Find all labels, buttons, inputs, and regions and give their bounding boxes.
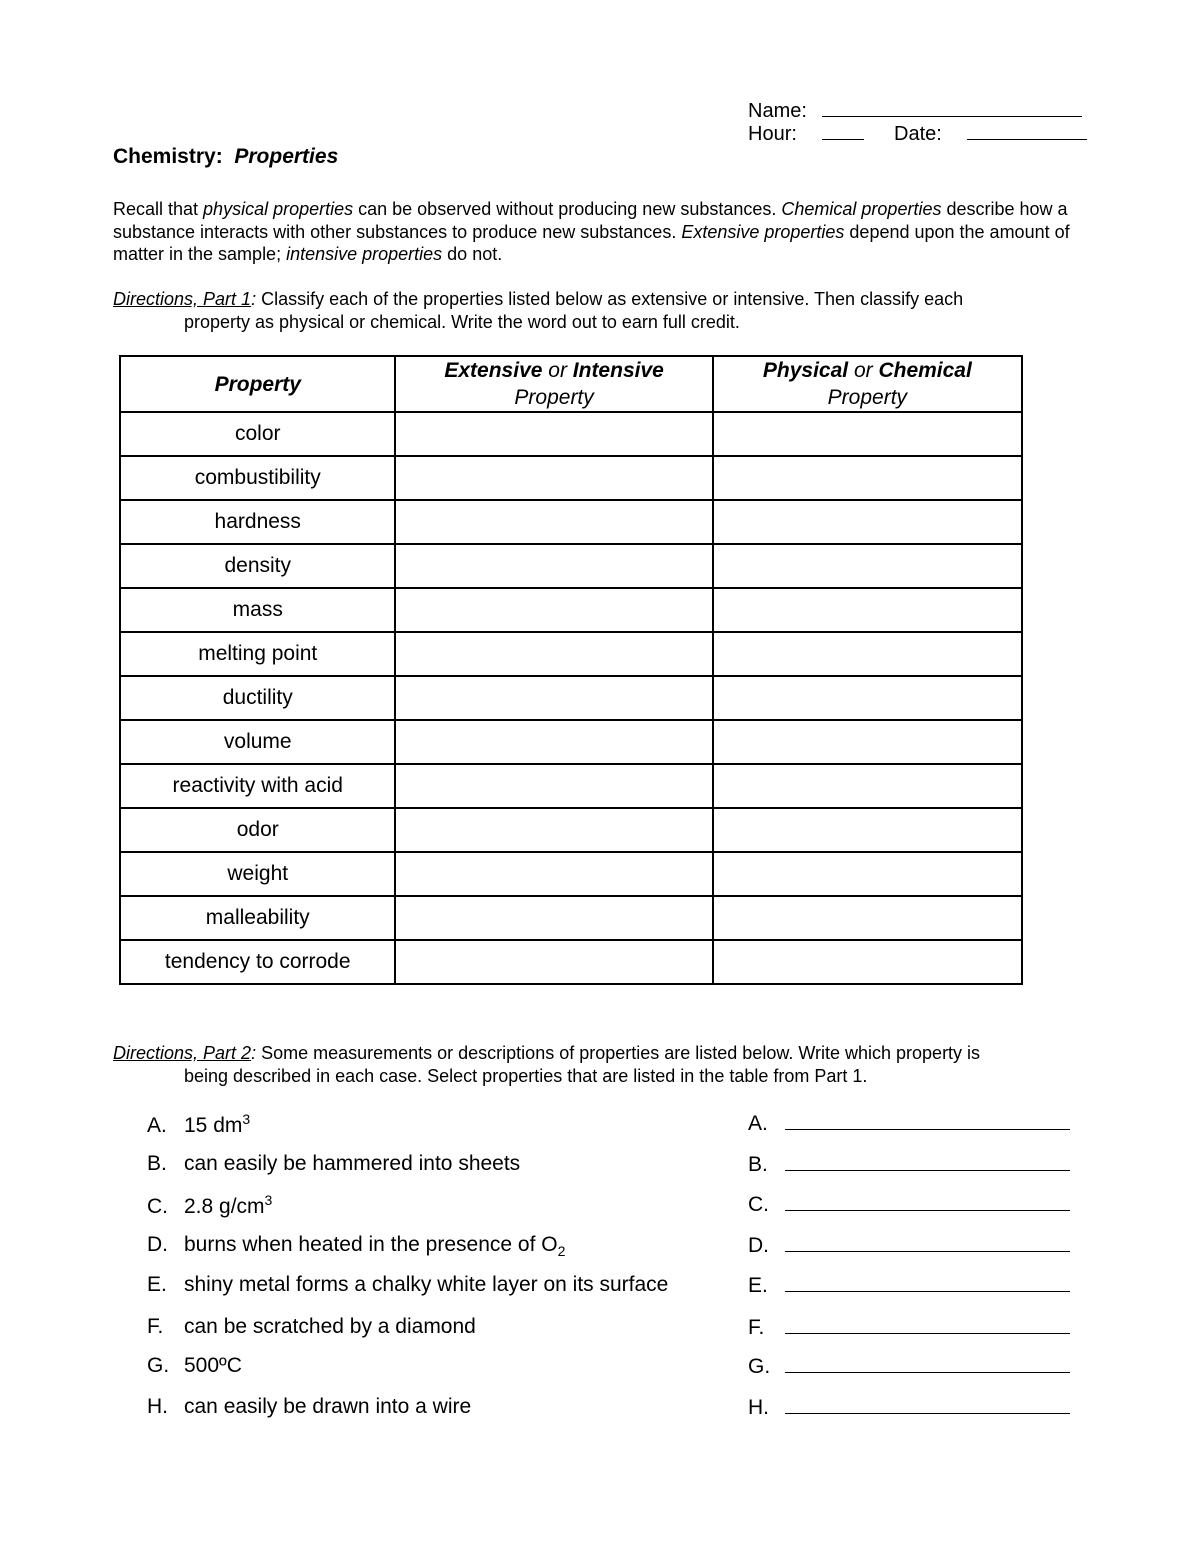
question-text: burns when heated in the presence of O [184,1233,558,1256]
answer-item [748,1395,1070,1420]
answer-blank[interactable] [785,1354,1070,1373]
answer-blank[interactable] [785,1315,1070,1334]
answer-letter: H. [748,1396,769,1419]
question-letter: D. [147,1233,168,1256]
table-row [120,500,1022,544]
extensive-intensive-answer-cell[interactable] [395,764,712,808]
answer-item [748,1233,1070,1258]
table-row [120,676,1022,720]
answer-item [748,1315,1070,1340]
property-name-cell: reactivity with acid [120,764,395,808]
property-name-cell: combustibility [120,456,395,500]
question-text: can be scratched by a diamond [184,1315,476,1338]
answer-item [748,1273,1070,1298]
physical-chemical-answer-cell[interactable] [713,500,1022,544]
answer-letter: G. [748,1355,771,1378]
property-name-cell: hardness [120,500,395,544]
question-text: can easily be hammered into sheets [184,1152,521,1175]
physical-chemical-answer-cell[interactable] [713,852,1022,896]
col-property-header: Property [120,356,395,412]
answer-item [748,1111,1070,1136]
table-row [120,764,1022,808]
col-extensive-header: Extensive or Intensive Property [395,356,712,412]
question-item [147,1233,565,1259]
answer-item [748,1354,1070,1379]
answer-letter: C. [748,1193,769,1216]
extensive-intensive-answer-cell[interactable] [395,940,712,984]
table-row [120,720,1022,764]
physical-chemical-answer-cell[interactable] [713,456,1022,500]
answer-blank[interactable] [785,1395,1070,1414]
properties-table [119,355,1023,985]
question-letter: A. [147,1114,167,1137]
property-name-cell: odor [120,808,395,852]
extensive-intensive-answer-cell[interactable] [395,676,712,720]
question-letter: C. [147,1195,168,1218]
extensive-intensive-answer-cell[interactable] [395,632,712,676]
extensive-intensive-answer-cell[interactable] [395,544,712,588]
extensive-intensive-answer-cell[interactable] [395,412,712,456]
answer-letter: A. [748,1112,768,1135]
directions-part1: Directions, Part 1: Classify each of the properties listed below as extensive or intensive. Then classify each property as physical or chemical. Write the word out to earn full credit. [113,289,964,332]
name-field[interactable] [822,98,1082,117]
property-name-cell: density [120,544,395,588]
property-name-cell: color [120,412,395,456]
title-subject: Chemistry: [113,145,223,168]
name-row [748,98,1082,123]
extensive-intensive-answer-cell[interactable] [395,808,712,852]
question-item [147,1192,272,1219]
hour-date-row [748,121,1087,146]
question-item [147,1395,471,1419]
table-row [120,940,1022,984]
name-label: Name: [748,100,807,122]
answer-blank[interactable] [785,1233,1070,1252]
physical-chemical-answer-cell[interactable] [713,588,1022,632]
table-header-row [120,356,1022,412]
question-letter: F. [147,1315,164,1338]
answer-blank[interactable] [785,1152,1070,1171]
extensive-intensive-answer-cell[interactable] [395,500,712,544]
question-letter: E. [147,1273,167,1296]
physical-chemical-answer-cell[interactable] [713,940,1022,984]
physical-chemical-answer-cell[interactable] [713,632,1022,676]
question-text: 2.8 g/cm [184,1195,265,1218]
answer-blank[interactable] [785,1111,1070,1130]
part1-label: Directions, Part 1 [113,289,252,309]
table-row [120,896,1022,940]
property-name-cell: tendency to corrode [120,940,395,984]
question-text: 500ºC [184,1354,242,1377]
property-name-cell: weight [120,852,395,896]
question-item [147,1152,520,1176]
answer-blank[interactable] [785,1192,1070,1211]
physical-chemical-answer-cell[interactable] [713,412,1022,456]
page-title [113,145,338,169]
table-row [120,588,1022,632]
property-name-cell: ductility [120,676,395,720]
question-item [147,1273,668,1297]
answer-letter: B. [748,1153,768,1176]
col-physical-header: Physical or Chemical Property [713,356,1022,412]
property-name-cell: volume [120,720,395,764]
table-row [120,412,1022,456]
question-letter: B. [147,1152,167,1175]
physical-chemical-answer-cell[interactable] [713,808,1022,852]
physical-chemical-answer-cell[interactable] [713,544,1022,588]
question-item [147,1111,250,1138]
extensive-intensive-answer-cell[interactable] [395,456,712,500]
property-name-cell: malleability [120,896,395,940]
table-row [120,632,1022,676]
answer-item [748,1192,1070,1217]
answer-letter: D. [748,1234,769,1257]
date-label: Date: [894,123,942,145]
physical-chemical-answer-cell[interactable] [713,896,1022,940]
superscript: 3 [242,1111,251,1127]
answer-letter: E. [748,1274,768,1297]
answer-item [748,1152,1070,1177]
question-letter: G. [147,1354,170,1377]
hour-field[interactable] [822,121,864,140]
part2-label: Directions, Part 2 [113,1043,252,1063]
extensive-intensive-answer-cell[interactable] [395,720,712,764]
intro-paragraph: Recall that physical properties can be observed without producing new substances. Chemical properties describe how a substance interacts with other substances to produce new substances. Extensive properties depend upon the amount of matter in the sample; intensive properties do not. [113,199,1070,264]
property-name-cell: melting point [120,632,395,676]
question-letter: H. [147,1395,168,1418]
answer-letter: F. [748,1316,765,1339]
hour-label: Hour: [748,123,797,145]
superscript: 3 [264,1192,273,1208]
physical-chemical-answer-cell[interactable] [713,720,1022,764]
question-item [147,1315,476,1339]
answer-blank[interactable] [785,1273,1070,1292]
physical-chemical-answer-cell[interactable] [713,676,1022,720]
extensive-intensive-answer-cell[interactable] [395,896,712,940]
extensive-intensive-answer-cell[interactable] [395,852,712,896]
table-row [120,852,1022,896]
property-name-cell: mass [120,588,395,632]
directions-part2: Directions, Part 2: Some measurements or descriptions of properties are listed below. Write which property is being described in each case. Select properties that are listed in the table from Part 1. [113,1043,981,1086]
question-text: can easily be drawn into a wire [184,1395,472,1418]
date-field[interactable] [967,121,1087,140]
table-row [120,456,1022,500]
extensive-intensive-answer-cell[interactable] [395,588,712,632]
question-text: shiny metal forms a chalky white layer on its surface [184,1273,669,1296]
table-row [120,544,1022,588]
physical-chemical-answer-cell[interactable] [713,764,1022,808]
subscript: 2 [557,1243,566,1260]
table-row [120,808,1022,852]
title-topic: Properties [234,145,339,168]
question-text: 15 dm [184,1114,243,1137]
question-item [147,1354,242,1378]
